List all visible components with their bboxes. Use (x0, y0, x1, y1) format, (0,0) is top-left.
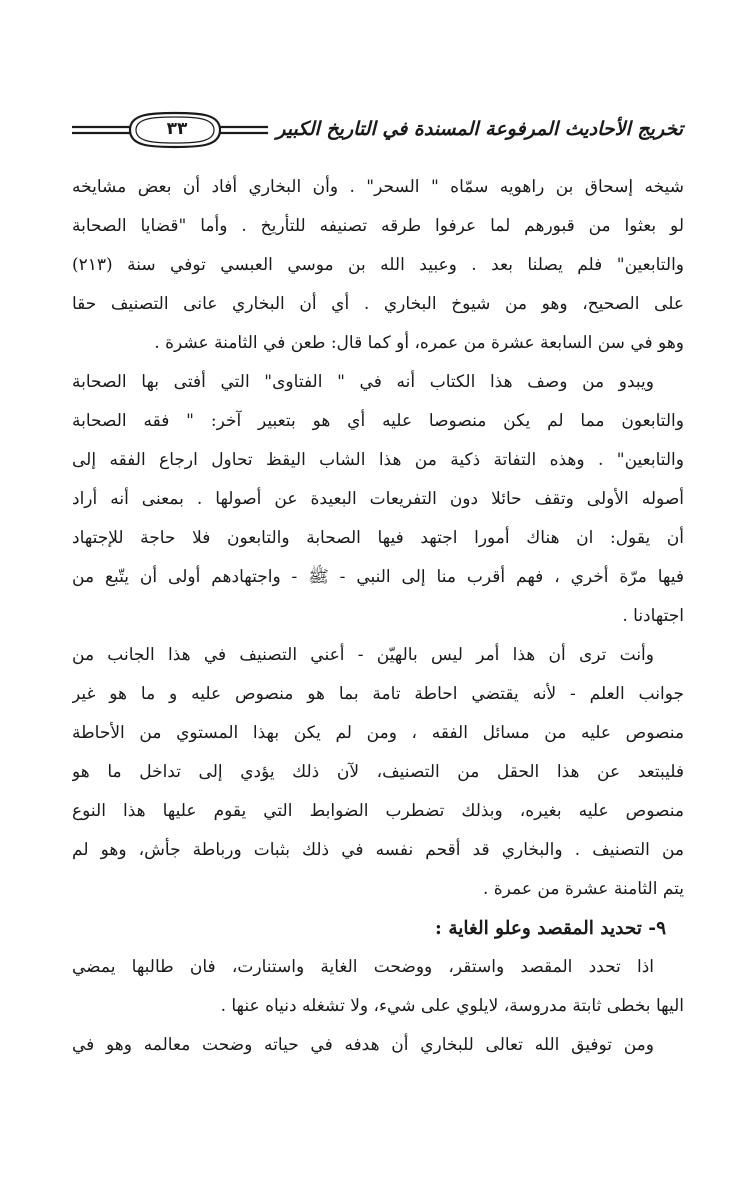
text-line: شيخه إسحاق بن راهويه سمّاه " السحر" . وأن البخاري أفاد أن بعض مشايخه (72, 177, 684, 197)
running-header (70, 110, 683, 154)
text-line: ويبدو من وصف هذا الكتاب أنه في " الفتاوى" التي أفتى بها الصحابة (72, 372, 654, 392)
text-line: فليبتعد عن هذا الحقل من التصنيف، لآن ذلك يؤدي إلى تداخل ما هو (72, 762, 684, 782)
section-heading: ٩- تحديد المقصد وعلو الغاية : (435, 918, 666, 939)
text-line: وأنت ترى أن هذا أمر ليس بالهيّن - أعني التصنيف في هذا الجانب من (72, 645, 654, 665)
text-line: ومن توفيق الله تعالى للبخاري أن هدفه في حياته وضحت معالمه وهو في (72, 1035, 654, 1055)
text-line: من التصنيف . والبخاري قد أقحم نفسه في ذلك بثبات ورباطة جأش، وهو لم (72, 840, 684, 860)
text-line: اجتهادنا . (622, 606, 684, 626)
text-line: والتابعين" . وهذه التفاتة ذكية من هذا الشاب اليقظ تحاول ارجاع الفقه إلى (72, 450, 684, 470)
text-line: والتابعين" فلم يصلنا بعد . وعبيد الله بن موسي العبسي توفي سنة (٢١٣) (72, 255, 684, 275)
page-number: ٣٣ (166, 119, 188, 139)
text-line: على الصحيح، وهو من شيوخ البخاري . أي أن البخاري عانى التصنيف حقا (72, 294, 684, 314)
text-line: اذا تحدد المقصد واستقر، ووضحت الغاية واستنارت، فان طالبها يمضي (72, 957, 654, 977)
text-line: جوانب العلم - لأنه يقتضي احاطة تامة بما هو منصوص عليه و ما هو غير (72, 684, 684, 704)
text-line: أصوله الأولى وتقف حائلا دون التفريعات البعيدة عن أصولها . بمعنى أنه أراد (72, 489, 684, 509)
main-text (72, 168, 684, 1065)
text-line: منصوص عليه من مسائل الفقه ، ومن لم يكن بهذا المستوي من الأحاطة (72, 723, 684, 743)
text-line: لو بعثوا من قبورهم لما عرفوا طرقه تصنيفه للتأريخ . وأما "قضايا الصحابة (72, 216, 684, 236)
text-line: يتم الثامنة عشرة من عمرة . (482, 879, 684, 899)
running-title: تخريج الأحاديث المرفوعة المسندة في التاريخ الكبير (268, 118, 683, 140)
text-line: أن يقول: ان هناك أمورا اجتهد فيها الصحابة والتابعون فلا حاجة للإجتهاد (72, 528, 684, 548)
text-line: وهو في سن السابعة عشرة من عمره، أو كما قال: طعن في الثامنة عشرة . (154, 333, 684, 353)
text-line: والتابعون مما لم يكن منصوصا عليه أي هو بتعبير آخر: " فقه الصحابة (72, 411, 684, 431)
text-line: منصوص عليه بغيره، وبذلك تضطرب الضوابط التي يقوم عليها هذا النوع (72, 801, 684, 821)
text-line: فيها مرّة أخري ، فهم أقرب منا إلى النبي - ﷺ - واجتهادهم أولى أن يتّبع من (72, 567, 684, 587)
text-line: اليها بخطى ثابتة مدروسة، لايلوي على شيء، ولا تشغله دنياه عنها . (220, 996, 684, 1016)
